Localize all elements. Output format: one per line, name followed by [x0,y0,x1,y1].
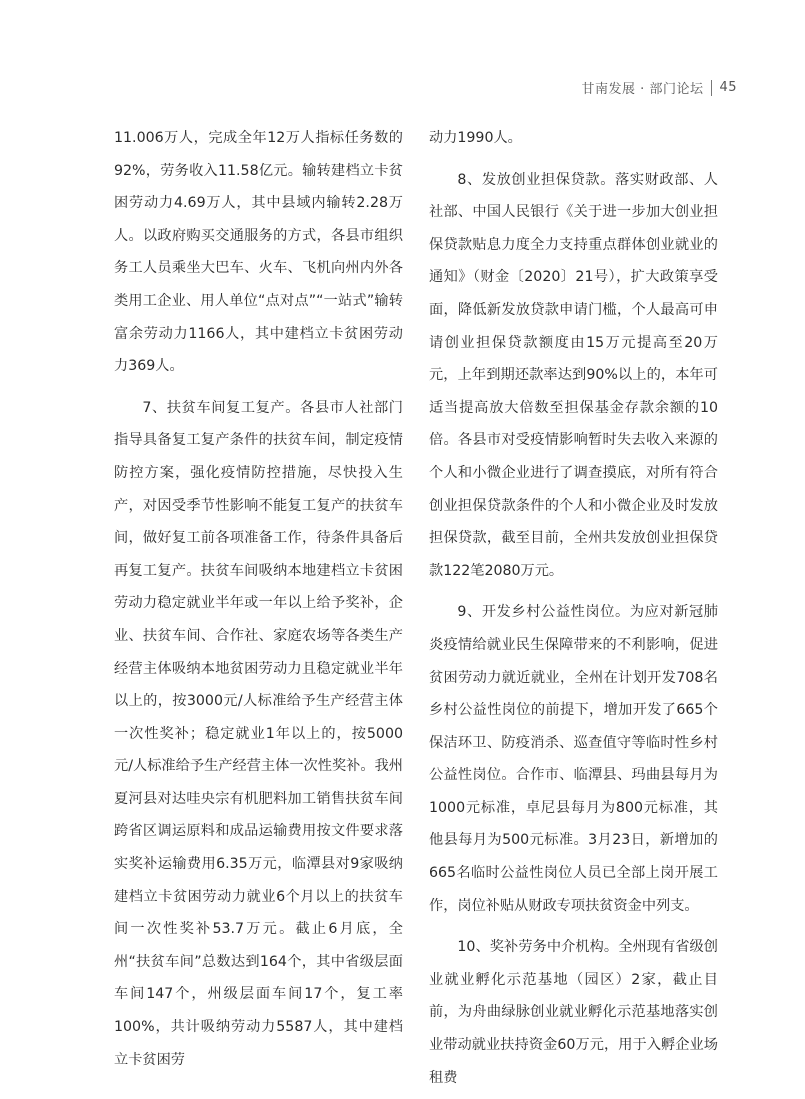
left-column [114,122,403,1076]
running-header [582,78,737,97]
paragraph-labor-agencies: 10、奖补劳务中介机构。全州现有省级创业就业孵化示范基地（园区）2家，截止目前，为舟曲绿脉创业就业孵化示范基地落实创业带动就业扶持资金60万元，用于入孵企业场租费 [429,939,718,1086]
section-title: 甘南发展 · 部门论坛 [581,82,704,97]
paragraph-poverty-workshops: 7、扶贫车间复工复产。各县市人社部门指导具备复工复产条件的扶贫车间，制定疫情防控方案，强化疫情防控措施，尽快投入生产，对因受季节性影响不能复工复产的扶贫车间，做好复工前各项准备工作，待条件具备后再复工复产。扶贫车间吸纳本地建档立卡贫困劳动力稳定就业半年或一年以上给予奖补，企业、扶贫车间、合作社、家庭农场等各类生产经营主体吸纳本地贫困劳动力且稳定就业半年以上的，按3000元/人标准给予生产经营主体一次性奖补；稳定就业1年以上的，按5000元/人标准给予生产经营主体一次性奖补。我州夏河县对达哇央宗有机肥料加工销售扶贫车间跨省区调运原料和成品运输费用按文件要求落实奖补运输费用6.35万元，临潭县对9家吸纳建档立卡贫困劳动力就业6个月以上的扶贫车间一次性奖补53.7万元。截止6月底，全州“扶贫车间”总数达到164个，其中省级层面车间147个，州级层面车间17个，复工率100%，共计吸纳劳动力5587人，其中建档立卡贫困劳 [114,399,403,1068]
paragraph-continued-end: 动力1990人。 [429,130,522,146]
page-number: 45 [719,80,737,95]
header-divider [711,80,712,96]
paragraph-entrepreneurship-loans: 8、发放创业担保贷款。落实财政部、人社部、中国人民银行《关于进一步加大创业担保贷款贴息力度全力支持重点群体创业就业的通知》（财金〔2020〕21号），扩大政策享受面，降低新发放贷款申请门槛，个人最高可申请创业担保贷款额度由15万元提高至20万元，上年到期还款率达到90%以上的，本年可适当提高放大倍数至担保基金存款余额的10倍。各县市对受疫情影响暂时失去收入来源的个人和小微企业进行了调查摸底，对所有符合创业担保贷款条件的个人和小微企业及时发放担保贷款，截至目前，全州共发放创业担保贷款122笔2080万元。 [429,171,718,579]
paragraph-continued: 11.006万人，完成全年12万人指标任务数的92%，劳务收入11.58亿元。输转建档立卡贫困劳动力4.69万人，其中县域内输转2.28万人。以政府购买交通服务的方式，各县市组织务工人员乘坐大巴车、火车、飞机向州内外各类用工企业、用人单位“点对点”“一站式”输转富余劳动力1166人，其中建档立卡贫困劳动力369人。 [114,130,403,375]
right-column [429,122,718,1094]
paragraph-rural-public-posts: 9、开发乡村公益性岗位。为应对新冠肺炎疫情给就业民生保障带来的不利影响，促进贫困劳动力就近就业，全州在计划开发708名乡村公益性岗位的前提下，增加开发了665个保洁环卫、防疫消杀、巡查值守等临时性乡村公益性岗位。合作市、临潭县、玛曲县每月为1000元标准，卓尼县每月为800元标准，其他县每月为500元标准。3月23日，新增加的665名临时公益性岗位人员已全部上岗开展工作，岗位补贴从财政专项扶贫资金中列支。 [429,604,718,914]
